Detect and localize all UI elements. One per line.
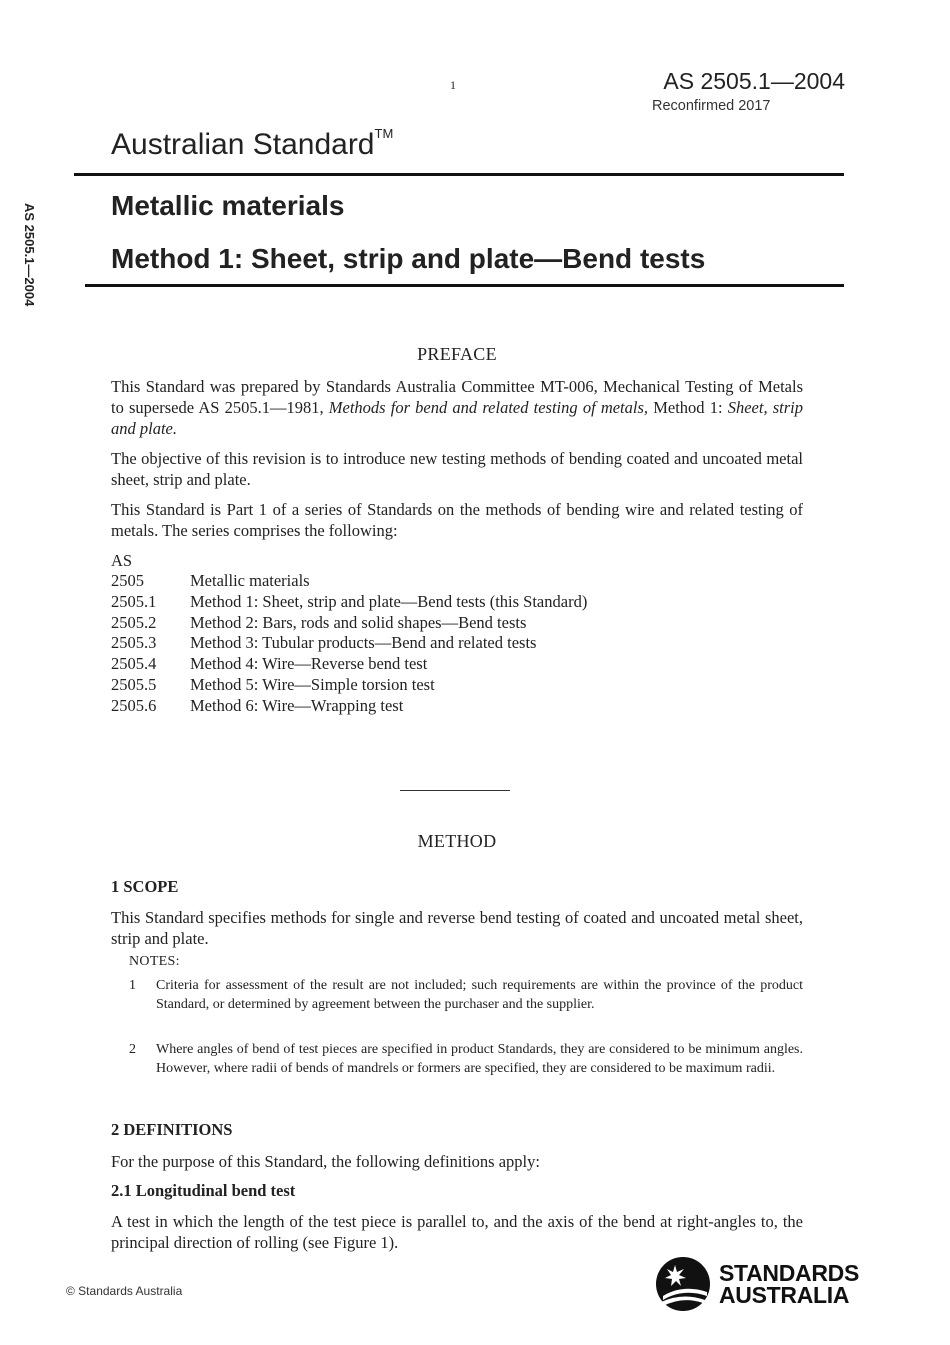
preface-p1-part-d: Sheet, strip and plate. — [111, 398, 804, 438]
note-number: 1 — [129, 978, 136, 993]
reconfirmed-note: Reconfirmed 2017 — [652, 98, 771, 114]
note-number: 2 — [129, 1042, 136, 1057]
series-item — [111, 571, 587, 592]
longitudinal-bend-test-paragraph: A test in which the length of the test piece is parallel to, and the axis of the bend at right-angles to, the principal direction of rolling (see Figure 1). — [111, 1212, 803, 1252]
series-title: Method 1: Sheet, strip and plate—Bend tests (this Standard) — [190, 591, 588, 611]
method-heading: METHOD — [417, 831, 497, 851]
series-title: Method 3: Tubular products—Bend and related tests — [190, 633, 537, 653]
logo-wordmark — [719, 1262, 859, 1306]
scope-heading: 1 SCOPE — [111, 877, 179, 896]
preface-paragraph-2: The objective of this revision is to introduce new testing methods of bending coated and uncoated metal sheet, strip and plate. — [111, 449, 803, 489]
series-title: Method 6: Wire—Wrapping test — [190, 695, 404, 715]
notes-label: NOTES: — [129, 954, 180, 969]
series-number: 2505 — [111, 571, 144, 590]
series-item — [111, 654, 587, 675]
series-title: Method 5: Wire—Simple torsion test — [190, 674, 435, 694]
note-item — [129, 1040, 803, 1078]
spine-label: AS 2505.1—2004 — [22, 203, 37, 307]
preface-heading: PREFACE — [417, 344, 497, 364]
preface-paragraph-1 — [111, 376, 803, 439]
series-number: 2505.2 — [111, 612, 157, 632]
note-item — [129, 976, 803, 1014]
scope-paragraph: This Standard specifies methods for single and reverse bend testing of coated and uncoated metal sheet, strip and plate. — [111, 908, 803, 948]
preface-p1-part-b: Methods for bend and related testing of metals, — [328, 398, 649, 417]
section-separator — [400, 790, 510, 791]
series-title: Method 2: Bars, rods and solid shapes—Bend tests — [190, 612, 527, 632]
copyright-notice: © Standards Australia — [66, 1284, 183, 1298]
series-item — [111, 613, 587, 634]
series-title: Method 4: Wire—Reverse bend test — [190, 654, 428, 674]
logo-line-2: AUSTRALIA — [719, 1282, 850, 1308]
definitions-paragraph: For the purpose of this Standard, the following definitions apply: — [111, 1152, 540, 1171]
series-item — [111, 633, 587, 654]
preface-p1-part-a: This Standard was prepared by Standards Australia Committee MT-006, Mechanical Testing of Metals to supersede AS 2505.1—1981, — [111, 377, 803, 417]
brand-title-text: Australian Standard — [111, 128, 375, 161]
series-number: 2505.6 — [111, 695, 157, 715]
series-number: 2505.5 — [111, 674, 157, 694]
document-title-line-2: Method 1: Sheet, strip and plate—Bend tests — [111, 243, 706, 274]
series-item — [111, 696, 587, 717]
page-number: 1 — [450, 78, 456, 92]
note-text: Where angles of bend of test pieces are specified in product Standards, they are considered to be minimum angles. However, where radii of bends of mandrels or formers are specified, they are considered to be maximum radii. — [156, 1042, 803, 1076]
note-text: Criteria for assessment of the result are not included; such requirements are within the province of the product Standard, or determined by agreement between the purchaser and the supplier. — [156, 978, 803, 1012]
preface-paragraph-3: This Standard is Part 1 of a series of Standards on the methods of bending wire and related testing of metals. The series comprises the following: — [111, 500, 803, 540]
series-list — [111, 571, 587, 717]
series-number: 2505.4 — [111, 654, 157, 674]
standards-australia-star-globe-icon — [655, 1256, 711, 1312]
logo-line-1: STANDARDS — [719, 1260, 859, 1286]
longitudinal-bend-test-heading: 2.1 Longitudinal bend test — [111, 1181, 296, 1200]
preface-p1-part-c: Method 1: — [648, 398, 728, 417]
trademark-mark: TM — [374, 126, 394, 141]
series-title: Metallic materials — [190, 571, 310, 590]
series-number: 2505.1 — [111, 591, 157, 611]
series-item — [111, 675, 587, 696]
definitions-heading: 2 DEFINITIONS — [111, 1120, 233, 1139]
brand-title — [111, 126, 393, 162]
header-rule-bottom — [85, 284, 844, 287]
series-number: 2505.3 — [111, 633, 157, 653]
document-title-line-1: Metallic materials — [111, 190, 345, 221]
header-rule-top — [74, 173, 844, 176]
standards-australia-logo — [655, 1256, 859, 1312]
series-label: AS — [111, 551, 133, 570]
standard-number: AS 2505.1—2004 — [663, 68, 845, 94]
series-item — [111, 592, 587, 613]
